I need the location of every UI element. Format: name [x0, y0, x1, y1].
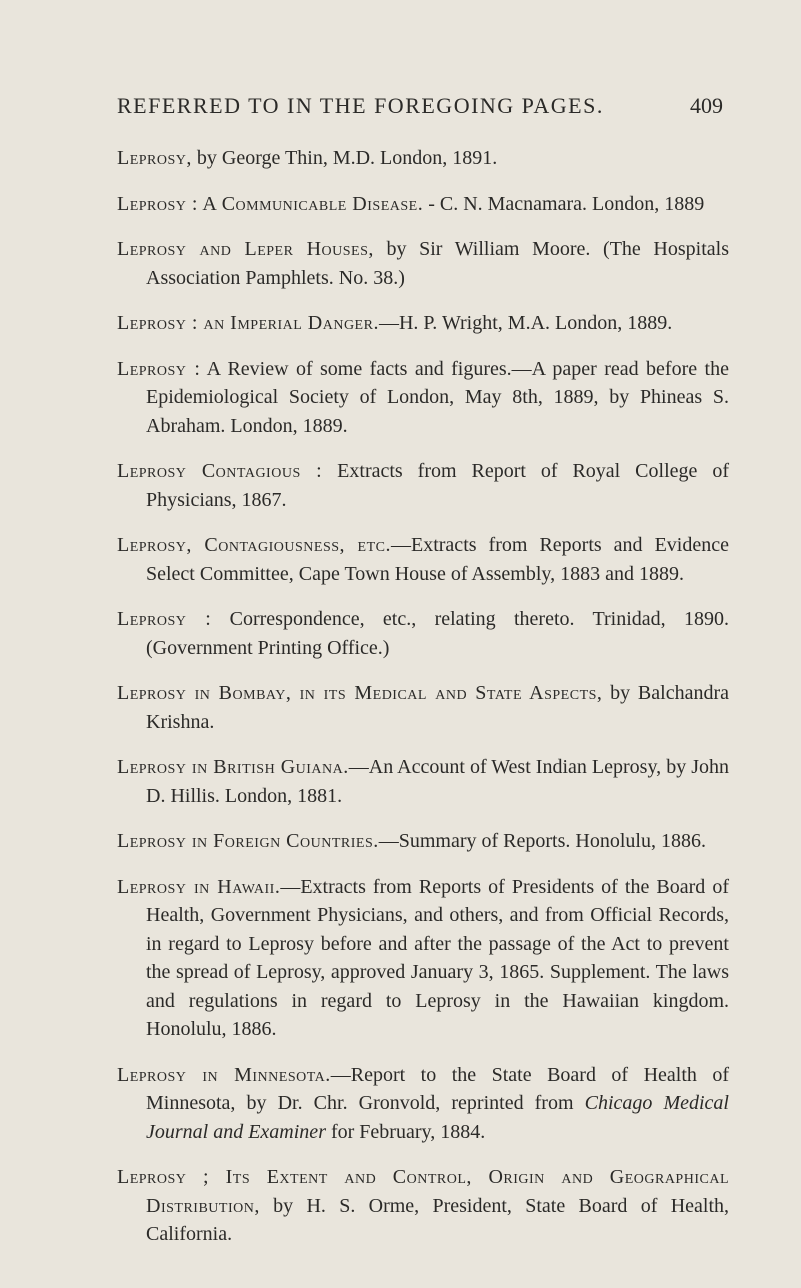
- bibliography-entry: [117, 457, 729, 514]
- entry-heading: Leprosy : an Imperial Danger.: [117, 312, 379, 334]
- entry-heading: Leprosy Contagious :: [117, 460, 323, 482]
- entry-heading: Leprosy,: [117, 147, 192, 169]
- bibliography-entry: [117, 1061, 729, 1147]
- entry-body: —Extracts from Reports and Evidence Select Committee, Cape Town House of Assembly, 1883 and 1889.: [146, 534, 729, 585]
- entry-heading: Leprosy in British Guiana.: [117, 756, 349, 778]
- entry-heading: Leprosy : A Communicable Disease.: [117, 192, 424, 215]
- entry-heading: Leprosy in Bombay, in its Medical and State Aspects,: [117, 682, 603, 704]
- bibliography-entry: [117, 531, 729, 588]
- entry-body: —H. P. Wright, M.A. London, 1889.: [378, 312, 673, 334]
- entry-tail: for February, 1884.: [325, 1120, 486, 1143]
- entry-body: Correspondence, etc., relating thereto. Trinidad, 1890. (Government Printing Office.): [146, 608, 729, 659]
- entry-body: Extracts from Report of Royal College of Physicians, 1867.: [146, 460, 729, 511]
- entry-heading: Leprosy ; Its Extent and Control, Origin and Geographical Distribution,: [117, 1166, 729, 1217]
- bibliography-list: [117, 144, 729, 1266]
- entry-body: by Balchandra Krishna.: [146, 682, 729, 733]
- entry-heading: Leprosy in Hawaii.: [117, 875, 281, 898]
- entry-body: —Report to the State Board of Health of Minnesota, by Dr. Chr. Gronvold, reprinted from: [146, 1063, 730, 1114]
- entry-heading: Leprosy :: [117, 357, 201, 380]
- entry-body: —An Account of West Indian Leprosy, by John D. Hillis. London, 1881.: [146, 756, 730, 807]
- entry-heading: Leprosy in Foreign Countries.: [117, 830, 379, 852]
- bibliography-entry: [117, 144, 729, 173]
- page-number: 409: [690, 93, 723, 118]
- entry-body: by George Thin, M.D. London, 1891.: [191, 147, 498, 169]
- entry-body: A Review of some facts and figures.—A paper read before the Epidemiological Society of London, May 8th, 1889, by Phineas S. Abraham. London, 1889.: [146, 357, 729, 437]
- entry-heading: Leprosy and Leper Houses,: [117, 238, 374, 260]
- entry-body: by Sir William Moore. (The Hospitals Association Pamphlets. No. 38.): [146, 238, 729, 289]
- bibliography-entry: [117, 827, 729, 856]
- entry-heading: Leprosy, Contagiousness, etc.: [117, 534, 391, 556]
- entry-body: —Summary of Reports. Honolulu, 1886.: [378, 830, 706, 852]
- bibliography-entry: [117, 605, 729, 662]
- bibliography-entry: [117, 235, 729, 292]
- running-head: [117, 93, 723, 119]
- bibliography-entry: [117, 309, 729, 338]
- bibliography-entry: [117, 355, 729, 441]
- entry-heading: Leprosy in Minnesota.: [117, 1063, 331, 1086]
- entry-body: —Extracts from Reports of Presidents of the Board of Health, Government Physicians, and others, and from Official Records, in regard to Leprosy before and after the passage of the Act to prevent the spread of Leprosy, approved January 3, 1865. Supplement. The laws and regulations in regard to Leprosy in the Hawaiian kingdom. Honolulu, 1886.: [146, 875, 729, 1040]
- entry-heading: Leprosy :: [117, 608, 212, 630]
- entry-body: - C. N. Macnamara. London, 1889: [423, 192, 705, 215]
- entry-body: by H. S. Orme, President, State Board of Health, California.: [146, 1194, 729, 1245]
- bibliography-entry: [117, 190, 729, 219]
- bibliography-entry: [117, 679, 729, 736]
- bibliography-entry: [117, 1163, 729, 1249]
- journal-title: Chicago Medical Journal and Examiner: [146, 1092, 729, 1143]
- bibliography-entry: [117, 753, 729, 810]
- running-head-title: REFERRED TO IN THE FOREGOING PAGES.: [117, 93, 604, 118]
- bibliography-entry: [117, 873, 729, 1044]
